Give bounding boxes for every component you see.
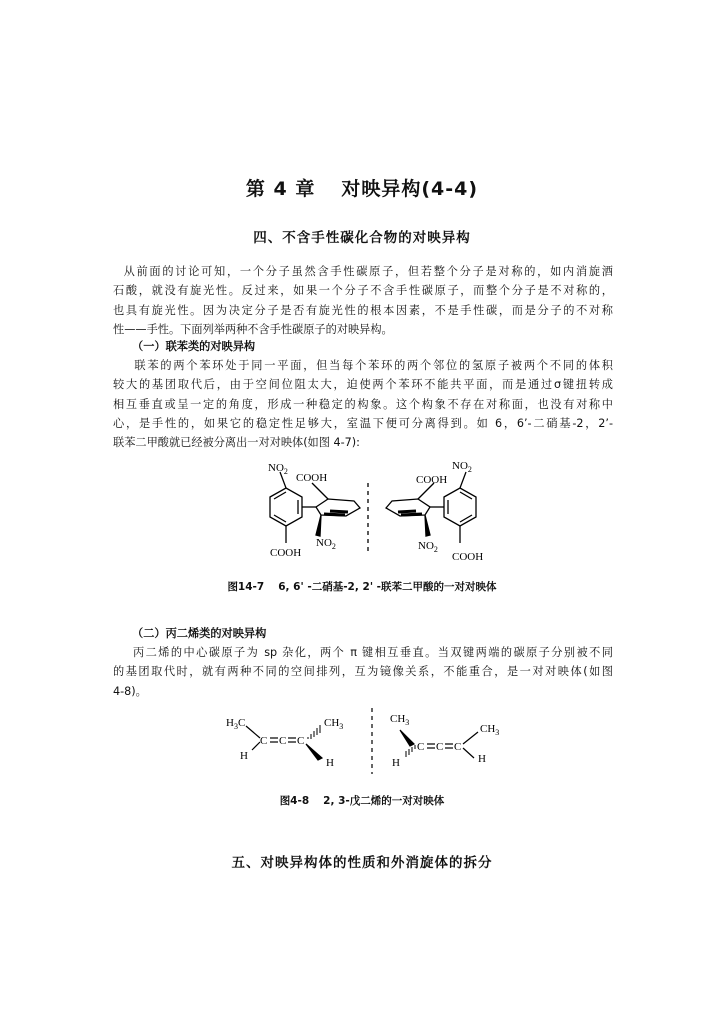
biphenyl-line: 相互垂直或呈一定的角度，形成一种稳定的构象。这个构象不存在对称面，也没有对称中 [113,397,613,411]
allene-line: 丙二烯的中心碳原子为 sp 杂化，两个 π 键相互垂直。当双键两端的碳原子分别被不同 [113,646,613,659]
section-four-title: 四、不含手性碳化合物的对映异构 [253,230,471,246]
right-h-bottom: H [392,757,400,769]
left-h3c: $H_3C$ [226,717,246,731]
left-h-bottom: H [240,750,248,762]
intro-line: 石酸，就没有旋光性。反过来，如果一个分子不含手性碳原子，而整个分子是不对称的， [113,284,613,298]
right-ch3-top: $CH_3$ [390,713,410,727]
chapter-name: 对映异构(4-4) [341,178,479,200]
right-h-right: H [478,753,486,765]
intro-paragraph [113,262,613,339]
intro-line: 从前面的讨论可知，一个分子虽然含手性碳原子，但若整个分子是对称的，如内消旋酒 [113,265,613,278]
left-benzene-ring [270,488,302,526]
biphenyl-heading: （一）联苯类的对映异构 [132,340,256,353]
figure-4-8-caption [0,793,724,808]
right-benzene-ring [444,488,476,526]
right-ch3: $CH_3$ [480,723,500,737]
biphenyl-paragraph [113,356,613,452]
figure-4-7-text: 6, 6' -二硝基-2, 2' -联苯二甲酸的一对对映体 [278,581,497,593]
chapter-number: 第 4 章 [245,178,316,200]
left-ch3: $CH_3$ [324,717,344,731]
biphenyl-line: 较大的基团取代后，由于空间位阻太大，迫使两个苯环不能共平面，而是通过σ键扭转成 [113,378,613,392]
right-no2-top: $NO_2$ [452,460,472,474]
right-c3: C [454,741,462,753]
biphenyl-line: 联苯的两个苯环处于同一平面，但当每个苯环的两个邻位的氢原子被两个不同的体积 [113,359,613,372]
allene-line: 的基团取代时，就有两种不同的空间排列，互为镜像关系，不能重合，是一对对映体(如图 [113,665,613,679]
left-c1: C [260,735,268,747]
right-c2: C [436,741,444,753]
allene-line: 4-8)。 [113,684,147,698]
allene-enantiomers-figure [222,704,512,778]
right-no2-bottom: $NO_2$ [418,540,438,554]
left-no2-bottom: $NO_2$ [316,537,336,551]
allene-paragraph [113,643,613,701]
biphenyl-line: 心，是手性的，如果它的稳定性足够大，室温下便可分离得到。如 6，6’-二硝基-2，2’- [113,416,613,430]
intro-line: 也具有旋光性。因为决定分子是否有旋光性的根本因素，不是手性碳，而是分子的不对称 [113,303,613,317]
left-c3: C [297,735,305,747]
allene-heading: （二）丙二烯类的对映异构 [132,627,267,640]
left-cooh-bottom: COOH [270,547,302,559]
section-five-title: 五、对映异构体的性质和外消旋体的拆分 [231,855,493,871]
biphenyl-enantiomers-figure [220,455,520,570]
biphenyl-line: 联苯二甲酸就已经被分离出一对对映体(如图 4-7): [113,436,360,450]
left-no2-top: $NO_2$ [268,462,288,476]
right-c1: C [417,741,425,753]
intro-line: 性——手性。下面列举两种不含手性碳原子的对映异构。 [113,322,393,336]
left-c2: C [279,735,287,747]
figure-4-8-text: 2, 3-戊二烯的一对对映体 [323,795,445,807]
chapter-title [0,174,724,201]
figure-4-7-number: 图14-7 [227,581,265,593]
figure-4-7-caption [0,579,724,594]
left-h-right: H [326,757,334,769]
right-cooh-bottom: COOH [452,551,484,563]
figure-4-8-number: 图4-8 [279,795,310,807]
left-cooh-top: COOH [296,472,328,484]
right-cooh-top: COOH [416,474,448,486]
